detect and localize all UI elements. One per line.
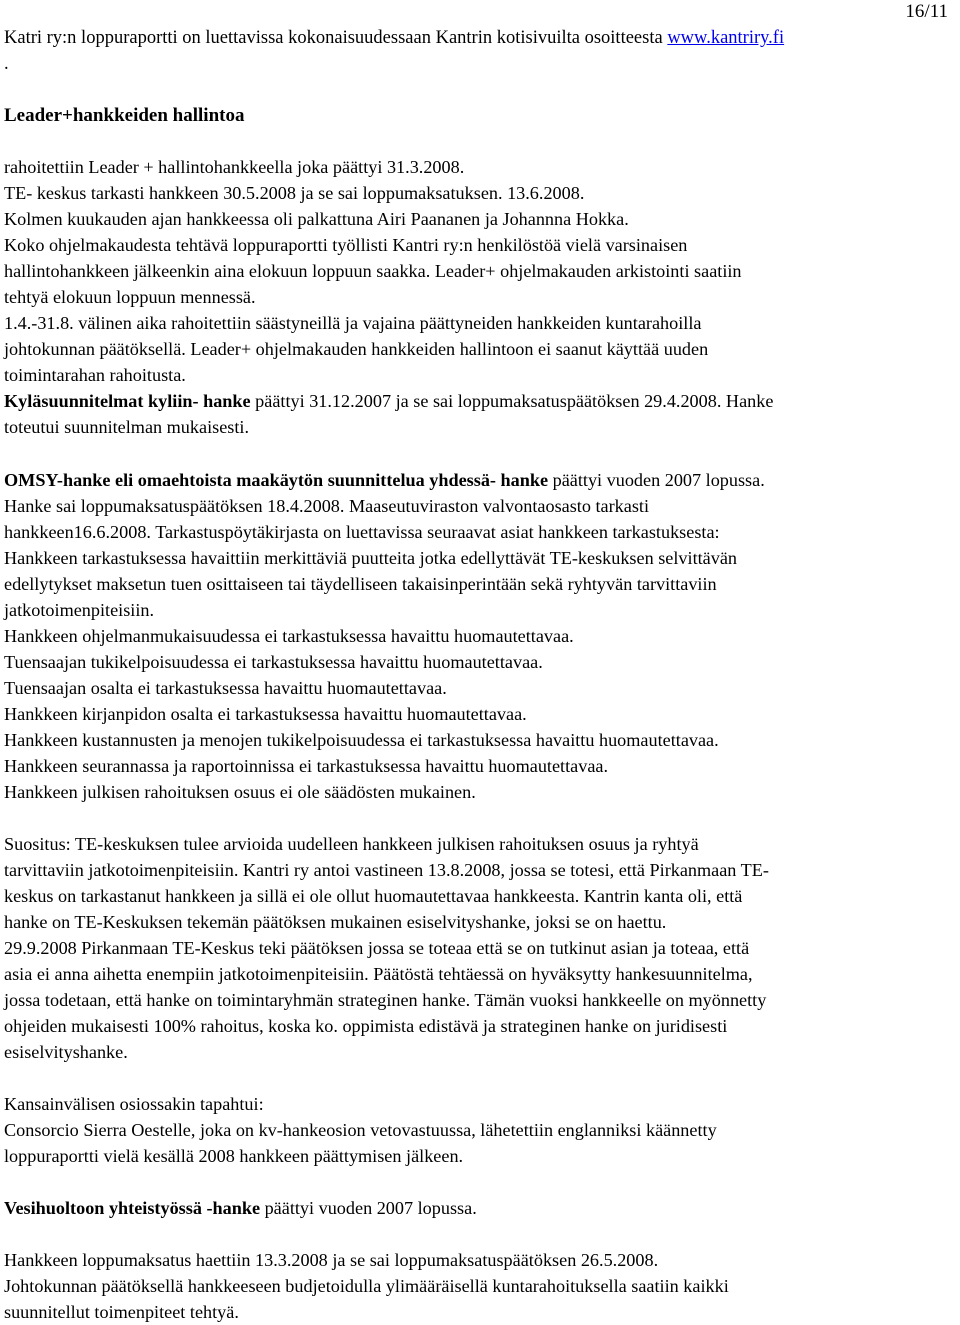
vesihuolto-line — [4, 1195, 477, 1221]
paragraph-line: keskus on tarkastanut hankkeen ja sillä ei ole ollut huomautettavaa hankkeesta. Kantrin kanta oli, että — [4, 886, 743, 906]
paragraph-line: Tuensaajan osalta ei tarkastuksessa havaittu huomautettavaa. — [4, 678, 447, 698]
paragraph-line: Hankkeen loppumaksatus haettiin 13.3.2008 ja se sai loppumaksatuspäätöksen 26.5.2008. — [4, 1250, 659, 1270]
paragraph-line: 29.9.2008 Pirkanmaan TE-Keskus teki päätöksen jossa se toteaa että se on tutkinut asian ja toteaa, että — [4, 938, 750, 958]
paragraph-line: rahoitettiin Leader + hallintohankkeella joka päättyi 31.3.2008. — [4, 157, 465, 177]
paragraph-line: jossa todetaan, että hanke on toimintaryhmän strateginen hanke. Tämän vuoksi hankkeelle on myönnetty — [4, 990, 767, 1010]
omsy-title: OMSY-hanke eli omaehtoista maakäytön suunnittelua yhdessä- hanke — [4, 470, 549, 490]
omsy-title-rest: päättyi vuoden 2007 lopussa. — [548, 470, 765, 490]
paragraph-line: Johtokunnan päätöksellä hankkeeseen budjetoidulla ylimääräisellä kuntarahoituksella saatiin kaikki — [4, 1276, 729, 1296]
paragraph-line: hanke on TE-Keskuksen tekemän päätöksen mukainen esiselvityshanke, joksi se on haettu. — [4, 912, 667, 932]
section-omsy — [4, 467, 765, 805]
paragraph-line: johtokunnan päätöksellä. Leader+ ohjelmakauden hankkeiden hallintoon ei saanut käyttää uuden — [4, 339, 709, 359]
section-suositus — [4, 831, 769, 1065]
paragraph-line: Suositus: TE-keskuksen tulee arvioida uudelleen hankkeen julkisen rahoituksen osuus ja ryhtyä — [4, 834, 699, 854]
paragraph-line: Hankkeen kustannusten ja menojen tukikelpoisuudessa ei tarkastuksessa havaittu huomautettavaa. — [4, 730, 719, 750]
paragraph-line: Hankkeen julkisen rahoituksen osuus ei ole säädösten mukainen. — [4, 782, 476, 802]
paragraph-line: Koko ohjelmakaudesta tehtävä loppuraportti työllisti Kantri ry:n henkilöstöä vielä varsinaisen — [4, 235, 688, 255]
paragraph-line: Kansainvälisen osiossakin tapahtui: — [4, 1094, 264, 1114]
paragraph-line: Hankkeen ohjelmanmukaisuudessa ei tarkastuksessa havaittu huomautettavaa. — [4, 626, 574, 646]
paragraph-line: 1.4.-31.8. välinen aika rahoitettiin säästyneillä ja vajaina päättyneiden hankkeiden kuntarahoilla — [4, 313, 702, 333]
paragraph-line: Kolmen kuukauden ajan hankkeessa oli palkattuna Airi Paananen ja Johannna Hokka. — [4, 209, 629, 229]
paragraph-line: suunnitellut toimenpiteet tehtyä. — [4, 1302, 239, 1322]
paragraph-line: Hankkeen tarkastuksessa havaittiin merkittäviä puutteita jotka edellyttävät TE-keskuksen selvittävän — [4, 548, 738, 568]
section-vesihuolto — [4, 1195, 477, 1221]
paragraph-line: ohjeiden mukaisesti 100% rahoitus, koska ko. oppimista edistävä ja strateginen hanke on juridisesti — [4, 1016, 728, 1036]
kylasuunnitelmat-line — [4, 388, 773, 414]
vesihuolto-text: päättyi vuoden 2007 lopussa. — [260, 1198, 477, 1218]
report-header — [4, 26, 784, 50]
paragraph-line: tarvittaviin jatkotoimenpiteisiin. Kantri ry antoi vastineen 13.8.2008, jossa se totesi, että Pirkanmaan TE- — [4, 860, 769, 880]
header-text: Katri ry:n loppuraportti on luettavissa kokonaisuudessaan Kantrin kotisivuilta osoitteesta — [4, 28, 668, 48]
paragraph-line: TE- keskus tarkasti hankkeen 30.5.2008 ja se sai loppumaksatuksen. 13.6.2008. — [4, 183, 585, 203]
paragraph-line: tehtyä elokuun loppuun mennessä. — [4, 287, 256, 307]
section-kansainvalinen — [4, 1091, 717, 1169]
page-number: 16/11 — [905, 1, 948, 22]
paragraph-line: hallintohankkeen jälkeenkin aina elokuun loppuun saakka. Leader+ ohjelmakauden arkistointi saatiin — [4, 261, 742, 281]
paragraph-line: esiselvityshanke. — [4, 1042, 128, 1062]
paragraph-line: Consorcio Sierra Oestelle, joka on kv-hankeosion vetovastuussa, lähetettiin englanniksi käännetty — [4, 1120, 717, 1140]
paragraph-line: toimintarahan rahoitusta. — [4, 365, 186, 385]
paragraph-line: Tuensaajan tukikelpoisuudessa ei tarkastuksessa havaittu huomautettavaa. — [4, 652, 543, 672]
kylasuunnitelmat-title: Kyläsuunnitelmat kyliin- hanke — [4, 391, 251, 411]
paragraph-line: Hankkeen kirjanpidon osalta ei tarkastuksessa havaittu huomautettavaa. — [4, 704, 527, 724]
section-heading-leader: Leader+hankkeiden hallintoa — [4, 105, 245, 126]
paragraph-line: Hanke sai loppumaksatuspäätöksen 18.4.2008. Maaseutuviraston valvontaosasto tarkasti — [4, 496, 650, 516]
section-final — [4, 1247, 729, 1325]
vesihuolto-title: Vesihuoltoon yhteistyössä -hanke — [4, 1198, 261, 1218]
section-leader-body — [4, 154, 773, 440]
kylasuunnitelmat-text: päättyi 31.12.2007 ja se sai loppumaksatuspäätöksen 29.4.2008. Hanke — [250, 391, 774, 411]
paragraph-line: loppuraportti vielä kesällä 2008 hankkeen päättymisen jälkeen. — [4, 1146, 464, 1166]
paragraph-line: Hankkeen seurannassa ja raportoinnissa ei tarkastuksessa havaittu huomautettavaa. — [4, 756, 609, 776]
kantri-website-link[interactable]: www.kantriry.fi — [667, 28, 785, 48]
paragraph-line: toteutui suunnitelman mukaisesti. — [4, 417, 249, 437]
paragraph-line: edellytykset maksetun tuen osittaiseen tai täydelliseen takaisinperintään sekä ryhtyvän tarvittaviin — [4, 574, 717, 594]
omsy-title-line — [4, 467, 765, 493]
paragraph-line: asia ei anna aihetta enempiin jatkotoimenpiteisiin. Päätöstä tehtäessä on hyväksytty hankesuunnitelma, — [4, 964, 753, 984]
paragraph-line: hankkeen16.6.2008. Tarkastuspöytäkirjasta on luettavissa seuraavat asiat hankkeen tarkastuksesta: — [4, 522, 720, 542]
header-trailing-dot: . — [4, 54, 9, 74]
paragraph-line: jatkotoimenpiteisiin. — [4, 600, 155, 620]
